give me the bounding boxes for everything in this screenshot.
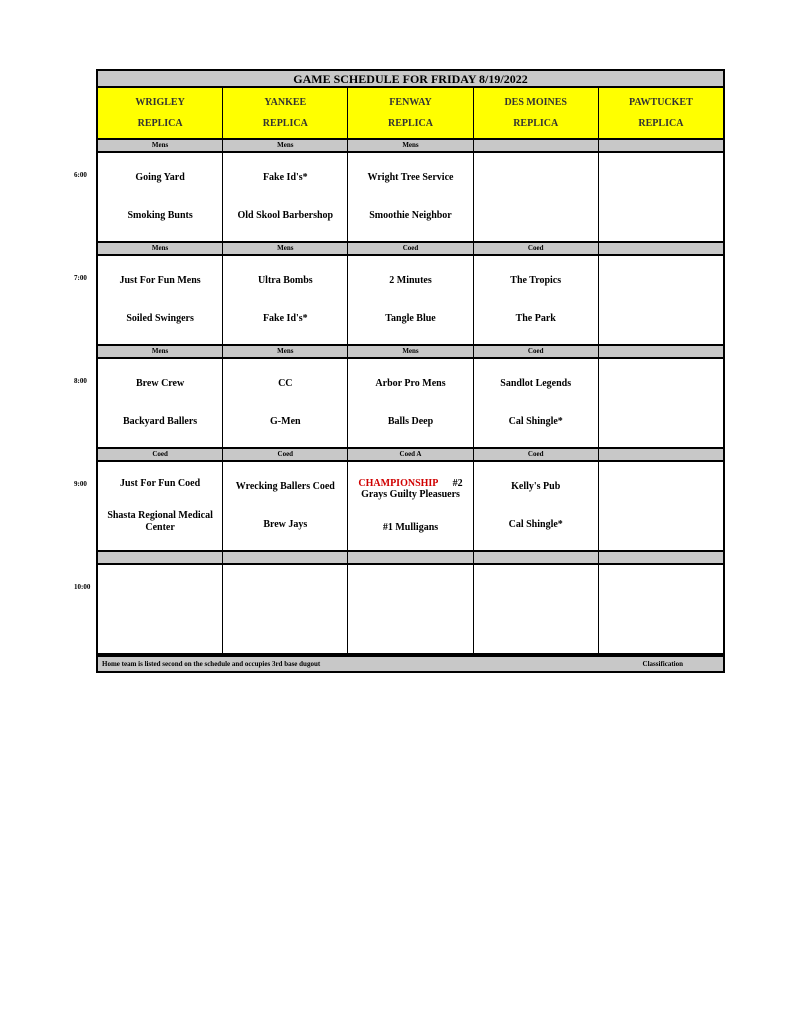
home-team: Brew Jays bbox=[263, 519, 308, 530]
classification-cell: Mens bbox=[348, 140, 473, 151]
away-team: Kelly's Pub bbox=[511, 481, 561, 492]
classification-row bbox=[96, 449, 725, 460]
away-team: Wrecking Ballers Coed bbox=[235, 481, 335, 492]
time-slots bbox=[96, 140, 725, 655]
game-row bbox=[96, 460, 725, 552]
home-team: G-Men bbox=[270, 416, 301, 427]
game-cell bbox=[348, 359, 473, 447]
field-name: FENWAY bbox=[389, 97, 432, 108]
home-team: Balls Deep bbox=[387, 416, 434, 427]
classification-cell bbox=[599, 243, 723, 254]
away-team: Going Yard bbox=[135, 172, 185, 183]
away-team: 2 Minutes bbox=[389, 275, 432, 286]
game-cell bbox=[599, 153, 723, 241]
classification-cell: Coed bbox=[98, 449, 223, 460]
classification-cell: Coed bbox=[474, 449, 599, 460]
championship-block bbox=[352, 478, 468, 501]
field-name: PAWTUCKET bbox=[629, 97, 693, 108]
classification-cell: Coed bbox=[223, 449, 348, 460]
game-cell bbox=[98, 256, 223, 344]
game-cell bbox=[348, 256, 473, 344]
field-header-wrigley bbox=[98, 88, 223, 138]
game-cell bbox=[98, 153, 223, 241]
away-team: Just For Fun Coed bbox=[120, 478, 201, 489]
home-team: Tangle Blue bbox=[385, 313, 436, 324]
away-team: Arbor Pro Mens bbox=[375, 378, 446, 389]
classification-cell: Mens bbox=[223, 346, 348, 357]
classification-cell bbox=[223, 552, 348, 563]
game-cell bbox=[599, 359, 723, 447]
game-row bbox=[96, 357, 725, 449]
classification-row bbox=[96, 346, 725, 357]
field-name: WRIGLEY bbox=[135, 97, 185, 108]
home-team: Shasta Regional Medical Center bbox=[107, 510, 213, 533]
away-team: Wright Tree Service bbox=[367, 172, 454, 183]
classification-cell bbox=[599, 552, 723, 563]
game-cell bbox=[98, 565, 223, 653]
home-team: Old Skool Barbershop bbox=[237, 210, 334, 221]
game-row bbox=[96, 563, 725, 655]
classification-row bbox=[96, 552, 725, 563]
time-label: 10:00 bbox=[74, 583, 91, 591]
home-team: Smoking Bunts bbox=[127, 210, 193, 221]
home-team: Backyard Ballers bbox=[123, 416, 198, 427]
field-sub: REPLICA bbox=[262, 118, 308, 129]
game-cell bbox=[599, 256, 723, 344]
time-label: 9:00 bbox=[74, 480, 87, 488]
away-team: The Tropics bbox=[510, 275, 562, 286]
game-row bbox=[96, 254, 725, 346]
classification-cell: Mens bbox=[223, 243, 348, 254]
game-cell bbox=[348, 462, 473, 550]
classification-cell: Coed bbox=[348, 243, 473, 254]
away-team: Just For Fun Mens bbox=[119, 275, 201, 286]
game-cell bbox=[223, 153, 348, 241]
classification-cell: Mens bbox=[98, 243, 223, 254]
home-team: Soiled Swingers bbox=[126, 313, 194, 324]
classification-cell: Mens bbox=[223, 140, 348, 151]
game-cell bbox=[223, 462, 348, 550]
game-cell bbox=[474, 256, 599, 344]
field-header-pawtucket bbox=[599, 88, 723, 138]
footer-classification: Classification bbox=[642, 660, 683, 668]
seed-label: #2 bbox=[452, 478, 463, 490]
schedule-sheet bbox=[96, 69, 725, 673]
game-cell bbox=[599, 462, 723, 550]
time-label: 7:00 bbox=[74, 274, 87, 282]
classification-cell bbox=[474, 140, 599, 151]
field-sub: REPLICA bbox=[388, 118, 434, 129]
classification-cell: Coed A bbox=[348, 449, 473, 460]
classification-row bbox=[96, 243, 725, 254]
game-cell bbox=[348, 153, 473, 241]
game-cell bbox=[98, 462, 223, 550]
classification-cell bbox=[474, 552, 599, 563]
classification-cell bbox=[599, 449, 723, 460]
game-cell bbox=[474, 153, 599, 241]
classification-cell: Coed bbox=[474, 346, 599, 357]
game-cell bbox=[474, 359, 599, 447]
field-name: YANKEE bbox=[264, 97, 307, 108]
away-team: Fake Id's* bbox=[262, 172, 308, 183]
game-cell bbox=[348, 565, 473, 653]
schedule-footer bbox=[96, 655, 725, 673]
field-sub: REPLICA bbox=[137, 118, 183, 129]
championship-label: CHAMPIONSHIP bbox=[358, 478, 439, 490]
footer-note: Home team is listed second on the schedule and occupies 3rd base dugout bbox=[102, 660, 321, 668]
away-team: Ultra Bombs bbox=[257, 275, 313, 286]
classification-cell: Mens bbox=[98, 346, 223, 357]
field-name: DES MOINES bbox=[504, 97, 567, 108]
home-team: #1 Mulligans bbox=[382, 521, 439, 533]
game-cell bbox=[474, 565, 599, 653]
schedule-title: GAME SCHEDULE FOR FRIDAY 8/19/2022 bbox=[96, 69, 725, 88]
field-header-yankee bbox=[223, 88, 348, 138]
game-cell bbox=[223, 565, 348, 653]
time-label: 8:00 bbox=[74, 377, 87, 385]
field-header-row bbox=[96, 88, 725, 140]
game-cell bbox=[223, 359, 348, 447]
time-label: 6:00 bbox=[74, 171, 87, 179]
home-team: Cal Shingle* bbox=[508, 519, 563, 530]
classification-cell bbox=[599, 140, 723, 151]
home-team: Cal Shingle* bbox=[508, 416, 563, 427]
field-header-fenway bbox=[348, 88, 473, 138]
classification-cell: Mens bbox=[98, 140, 223, 151]
home-team: Fake Id's* bbox=[262, 313, 308, 324]
away-team: Sandlot Legends bbox=[500, 378, 572, 389]
field-header-des-moines bbox=[474, 88, 599, 138]
game-cell bbox=[98, 359, 223, 447]
home-team: The Park bbox=[515, 313, 556, 324]
classification-row bbox=[96, 140, 725, 151]
game-cell bbox=[474, 462, 599, 550]
game-cell bbox=[599, 565, 723, 653]
away-team: CC bbox=[278, 378, 293, 389]
field-sub: REPLICA bbox=[638, 118, 684, 129]
game-row bbox=[96, 151, 725, 243]
away-team: Grays Guilty Pleasuers bbox=[361, 489, 460, 501]
classification-cell bbox=[98, 552, 223, 563]
classification-cell: Coed bbox=[474, 243, 599, 254]
classification-cell: Mens bbox=[348, 346, 473, 357]
away-team: Brew Crew bbox=[135, 378, 185, 389]
home-team: Smoothie Neighbor bbox=[369, 210, 452, 221]
field-sub: REPLICA bbox=[513, 118, 559, 129]
classification-cell bbox=[599, 346, 723, 357]
classification-cell bbox=[348, 552, 473, 563]
championship-line bbox=[352, 478, 468, 489]
game-cell bbox=[223, 256, 348, 344]
